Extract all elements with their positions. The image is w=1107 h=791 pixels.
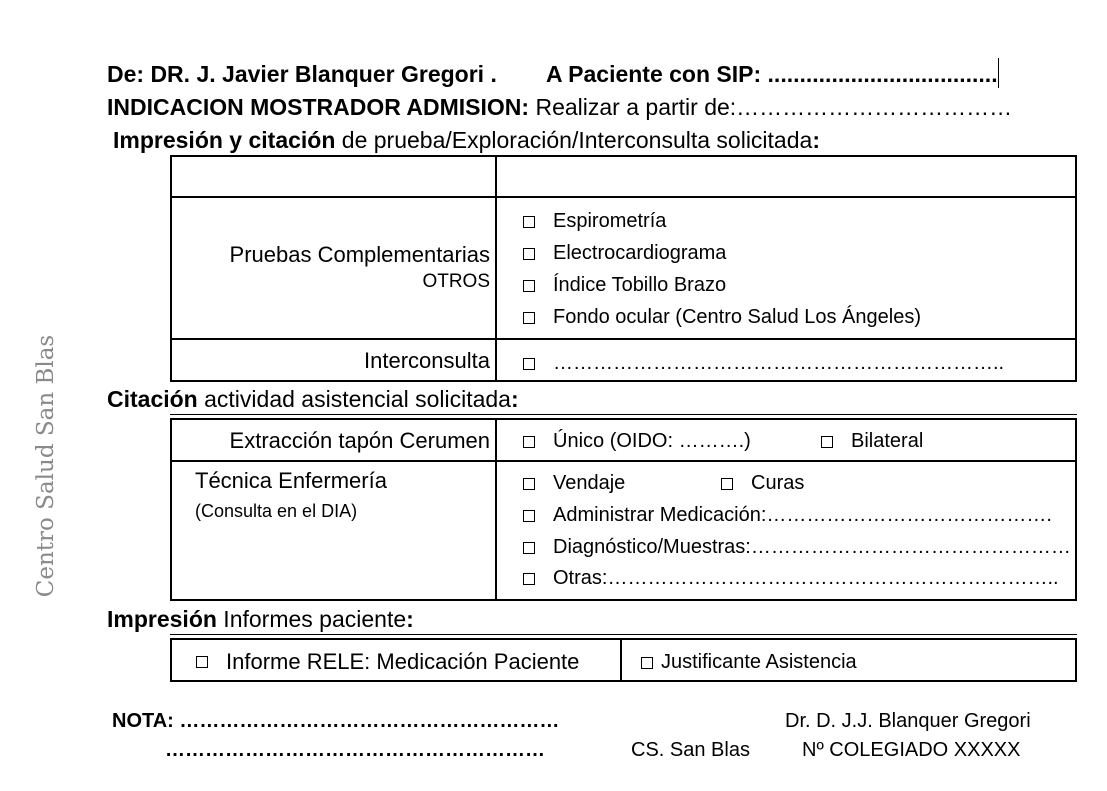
option-label: Vendaje bbox=[553, 472, 626, 494]
option-indice-tobillo-brazo[interactable] bbox=[523, 274, 726, 297]
option-label: Electrocardiograma bbox=[553, 242, 727, 264]
colegiado-number: Nº COLEGIADO XXXXX bbox=[802, 739, 1021, 761]
checkbox-icon[interactable] bbox=[641, 657, 653, 669]
option-informe-rele[interactable] bbox=[196, 649, 579, 675]
center-name: CS. San Blas bbox=[631, 739, 750, 761]
option-label: Diagnóstico/Muestras:………………………………………… bbox=[553, 536, 1071, 558]
option-label: Informe RELE: Medicación Paciente bbox=[226, 649, 580, 674]
checkbox-icon[interactable] bbox=[523, 216, 535, 228]
patient-sip-field[interactable]: A Paciente con SIP: .................................... bbox=[546, 61, 998, 87]
option-label: Fondo ocular (Centro Salud Los Ángeles) bbox=[553, 306, 921, 328]
option-bilateral[interactable] bbox=[821, 430, 923, 453]
checkbox-icon[interactable] bbox=[821, 436, 833, 448]
option-curas[interactable] bbox=[721, 472, 804, 495]
option-interconsulta[interactable] bbox=[523, 352, 1004, 375]
option-label: Bilateral bbox=[851, 430, 924, 452]
care-row-line bbox=[170, 460, 1077, 462]
print-colon: : bbox=[812, 127, 820, 153]
option-otras[interactable] bbox=[523, 567, 1059, 590]
checkbox-icon[interactable] bbox=[523, 542, 535, 554]
tests-table bbox=[170, 155, 1077, 382]
citacion-rest: actividad asistencial solicitada bbox=[197, 386, 511, 412]
print-rest: de prueba/Exploración/Interconsulta solicitada bbox=[335, 127, 813, 153]
option-label: Administrar Medicación:……………………………………. bbox=[553, 504, 1052, 526]
admission-line bbox=[107, 94, 1012, 121]
option-label: Único (OIDO: ……….) bbox=[553, 430, 751, 452]
tests-row-line-2 bbox=[170, 338, 1077, 340]
option-fondo-ocular[interactable] bbox=[523, 306, 921, 329]
citacion-bold: Citación bbox=[107, 386, 198, 412]
text-cursor bbox=[998, 58, 999, 88]
tecnica-sub-label: (Consulta en el DIA) bbox=[195, 501, 358, 521]
checkbox-icon[interactable] bbox=[196, 656, 208, 668]
reports-table-divider bbox=[620, 638, 622, 682]
impresion-colon: : bbox=[406, 606, 414, 632]
checkbox-icon[interactable] bbox=[523, 573, 535, 585]
option-label: Índice Tobillo Brazo bbox=[553, 274, 727, 296]
pruebas-label: Pruebas Complementarias bbox=[229, 242, 490, 267]
checkbox-icon[interactable] bbox=[523, 280, 535, 292]
citacion-heading bbox=[107, 386, 519, 413]
option-unico[interactable] bbox=[523, 430, 751, 453]
option-label: Espirometría bbox=[553, 210, 667, 232]
option-administrar-medicacion[interactable] bbox=[523, 504, 1052, 527]
from-doctor-label: De: DR. J. Javier Blanquer Gregori . bbox=[107, 61, 497, 87]
print-citation-heading bbox=[113, 127, 820, 154]
citacion-colon: : bbox=[510, 386, 519, 412]
doctor-signature: Dr. D. J.J. Blanquer Gregori bbox=[785, 710, 1031, 732]
care-table-divider bbox=[495, 418, 497, 601]
option-label: Otras:………………………………………………………….. bbox=[553, 567, 1059, 589]
print-bold: Impresión y citación bbox=[113, 127, 336, 153]
tests-row-line-1 bbox=[170, 196, 1077, 198]
impresion-bold: Impresión bbox=[107, 606, 217, 632]
reports-table-top-line bbox=[170, 634, 1077, 635]
option-electrocardiograma[interactable] bbox=[523, 242, 726, 265]
checkbox-icon[interactable] bbox=[523, 510, 535, 522]
interconsulta-label: Interconsulta bbox=[364, 348, 490, 373]
checkbox-icon[interactable] bbox=[721, 478, 733, 490]
otros-label: OTROS bbox=[422, 271, 490, 292]
nota-field[interactable]: NOTA: ………………………………………………… bbox=[112, 710, 560, 732]
option-diagnostico-muestras[interactable] bbox=[523, 536, 1071, 559]
admission-bold: INDICACION MOSTRADOR ADMISION: bbox=[107, 94, 530, 120]
option-label: Curas bbox=[751, 472, 805, 494]
option-espirometria[interactable] bbox=[523, 210, 666, 233]
impresion-heading bbox=[107, 606, 414, 633]
tecnica-label: Técnica Enfermería bbox=[195, 468, 387, 493]
checkbox-icon[interactable] bbox=[523, 312, 535, 324]
center-watermark: Centro Salud San Blas bbox=[33, 334, 59, 598]
option-label: Justificante Asistencia bbox=[661, 651, 857, 673]
nota-field-line2[interactable]: ………………………………………………… bbox=[165, 739, 545, 761]
option-justificante[interactable] bbox=[641, 651, 857, 674]
interconsulta-dots[interactable]: ………………………………………………………….. bbox=[553, 352, 1005, 374]
cerumen-label: Extracción tapón Cerumen bbox=[229, 428, 490, 453]
checkbox-icon[interactable] bbox=[523, 358, 535, 370]
checkbox-icon[interactable] bbox=[523, 248, 535, 260]
impresion-rest: Informes paciente bbox=[216, 606, 407, 632]
option-vendaje[interactable] bbox=[523, 472, 625, 495]
tests-table-divider bbox=[495, 155, 497, 382]
checkbox-icon[interactable] bbox=[523, 478, 535, 490]
admission-rest[interactable]: Realizar a partir de:……………………………… bbox=[529, 94, 1013, 120]
checkbox-icon[interactable] bbox=[523, 436, 535, 448]
care-table-top-line bbox=[170, 414, 1077, 415]
